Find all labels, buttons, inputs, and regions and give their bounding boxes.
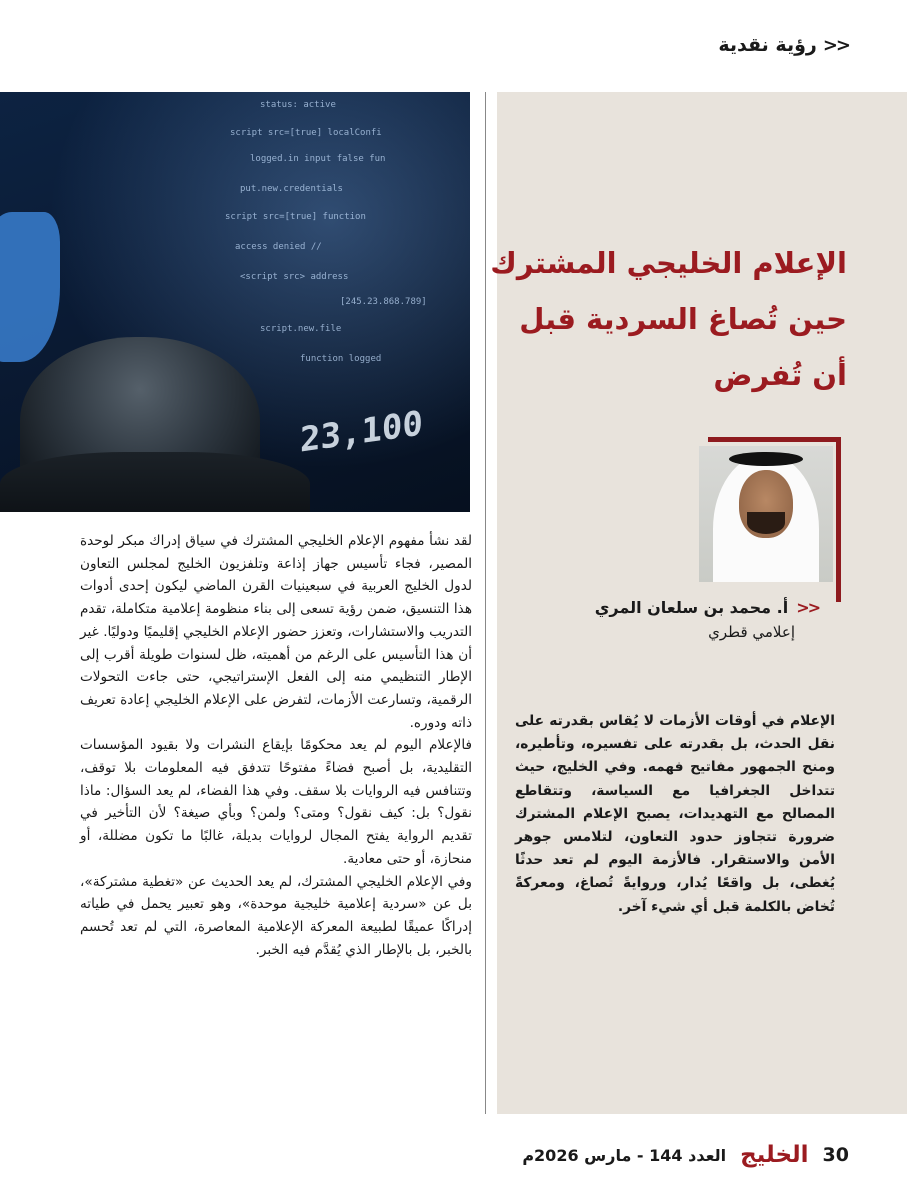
- paragraph: فالإعلام اليوم لم يعد محكومًا بإيقاع النشرات ولا بقيود المؤسسات التقليدية، بل أصبح فضاءً مفتوحًا تتدفق فيه المعلومات بلا توقف، وتتنافس فيه الروايات بلا سقف. وفي هذا الفضاء، لم يعد السؤال: ماذا نقول؟ بل: كيف نقول؟ ومتى؟ ولمن؟ وبأي صيغة؟ لأن التأخير في تقديم الرواية يفتح المجال لروايات بديلة، غالبًا ما تكون مضللة، أو منحازة، أو حتى معادية.: [80, 737, 472, 867]
- paragraph: لقد نشأ مفهوم الإعلام الخليجي المشترك في سياق إدراك مبكر لوحدة المصير، فجاء تأسيس جهاز إذاعة وتلفزيون الخليج لمجلس التعاون لدول الخليج العربية في سبعينيات القرن الماضي ليكون إحدى أدوات هذا التنسيق، ضمن رؤية تسعى إلى بناء منظومة إعلامية متكاملة، تقدم التدريب والاستشارات، وتعزز حضور الإعلام الخليجي إقليميًا ودوليًا. غير أن هذا التأسيس على الرغم من أهميته، ظل لسنوات طويلة أقرب إلى الإطار التنظيمي منه إلى الفعل الإستراتيجي، حتى جاءت التحولات الرقمية، وتسارعت الأزمات، لتفرض على الإعلام الخليجي إعادة تعريف ذاته ودوره.: [80, 533, 472, 731]
- page-footer: [522, 1142, 849, 1168]
- title-line: الإعلام الخليجي المشترك: [490, 246, 847, 280]
- article-intro: الإعلام في أوقات الأزمات لا يُقاس بقدرته على نقل الحدث، بل بقدرته على تفسيره، وتأطيره، ومنح الجمهور مفاتيح فهمه. وفي الخليج، حيث تتداخل الجغرافيا مع السياسة، وتتقاطع المصالح مع التهديدات، يصبح الإعلام المشترك ضرورة تتجاوز حدود التعاون، لتلامس جوهر الأمن والاستقرار. فالأزمة اليوم لم تعد حدثًا يُغطى، بل واقعًا يُدار، وروايةً تُصاغ، ومعركةً تُخاض بالكلمة قبل أي شيء آخر.: [515, 713, 835, 915]
- section-header: [718, 34, 849, 56]
- author-name: أ. محمد بن سلعان المري: [594, 598, 789, 617]
- title-line: حين تُصاغ السردية قبل: [519, 302, 847, 336]
- author-name-row: [595, 598, 819, 617]
- code-line: put.new.credentials: [240, 184, 343, 194]
- column-divider: [485, 92, 486, 1114]
- chevron-right-icon: <<: [796, 598, 819, 617]
- page-number: 30: [822, 1144, 849, 1166]
- section-label: رؤية نقدية: [718, 34, 817, 56]
- screen-number: 23,100: [300, 403, 423, 461]
- author-role: إعلامي قطري: [708, 623, 795, 641]
- code-line: script.new.file: [260, 324, 342, 334]
- title-line: أن تُفرض: [713, 358, 847, 392]
- soldier-shoulder: [0, 452, 310, 512]
- map-shape: [0, 212, 60, 362]
- magazine-logo: الخليج: [740, 1142, 809, 1168]
- issue-info: العدد 144 - مارس 2026م: [522, 1145, 727, 1165]
- code-line: access denied //: [235, 242, 322, 252]
- beard: [747, 512, 785, 534]
- agal: [729, 452, 803, 466]
- author-block: [595, 598, 819, 641]
- code-line: logged.in input false fun: [250, 154, 386, 164]
- article-title: [487, 235, 847, 403]
- code-line: function logged: [300, 354, 382, 364]
- code-line: status: active: [260, 100, 336, 110]
- code-line: script src=[true] localConfi: [230, 128, 382, 138]
- hero-image: [0, 92, 470, 512]
- code-line: <script src> address: [240, 272, 349, 282]
- chevron-right-icon: <<: [822, 34, 849, 56]
- code-line: [245.23.868.789]: [340, 297, 427, 307]
- article-body: [80, 530, 472, 961]
- author-photo: [699, 446, 833, 582]
- code-line: script src=[true] function: [225, 212, 366, 222]
- paragraph: وفي الإعلام الخليجي المشترك، لم يعد الحديث عن «تغطية مشتركة»، بل عن «سردية إعلامية خليجية موحدة»، وهو تعبير يحمل في طياته إدراكًا عميقًا لطبيعة المعركة الإعلامية المعاصرة، التي لم تعد تُحسم بالخبر، بل بالإطار الذي يُقدَّم فيه الخبر.: [80, 873, 472, 958]
